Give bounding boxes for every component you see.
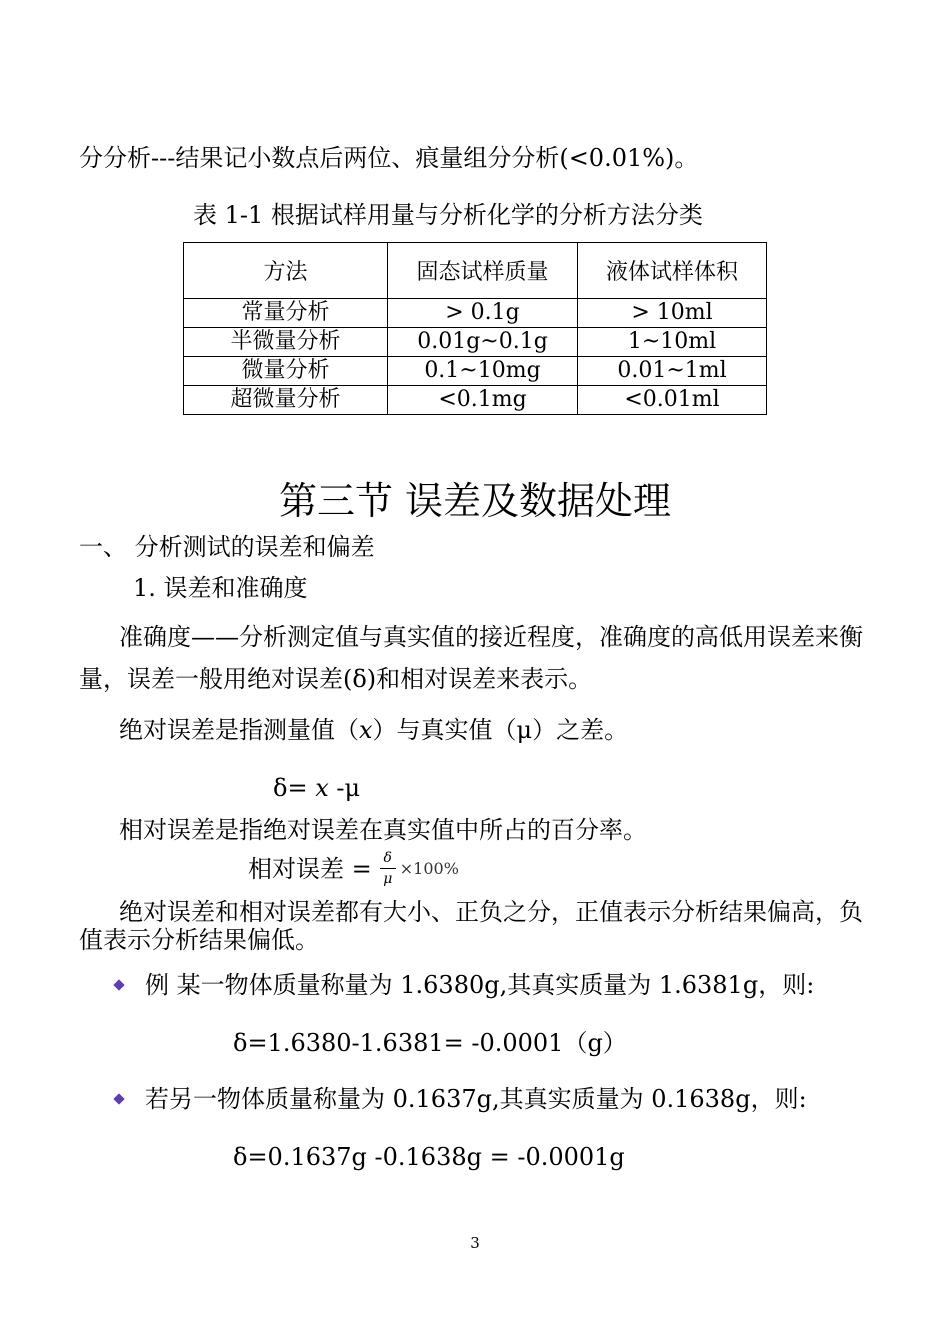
diamond-bullet-icon [113,1093,124,1104]
paragraph-absolute-error [119,715,628,745]
table-row [184,386,767,415]
table-caption: 表 1-1 根据试样用量与分析化学的分析方法分类 [193,201,703,229]
formula-multiplier: ×100% [399,858,459,878]
heading-errors-and-deviations: 一、 分析测试的误差和偏差 [79,533,375,561]
paragraph-relative-error: 相对误差是指绝对误差在真实值中所占的百分率。 [119,816,647,844]
table-cell: 0.1~10mg [388,357,578,386]
table-header-cell: 方法 [184,243,388,299]
table-cell: <0.01ml [578,386,767,415]
table-cell: 超微量分析 [184,386,388,415]
example-2-text: 若另一物体质量称量为 0.1637g,其真实质量为 0.1638g，则: [145,1085,807,1113]
table-header-row [184,243,767,299]
example-1-text: 例 某一物体质量称量为 1.6380g,其真实质量为 1.6381g，则: [145,971,815,999]
table-cell: 0.01~1ml [578,357,767,386]
table-row [184,299,767,328]
table-cell: 微量分析 [184,357,388,386]
formula-delta: δ= [273,774,316,802]
absolute-error-text-start: 绝对误差是指测量值（ [119,716,359,744]
table-cell: 半微量分析 [184,328,388,357]
paragraph-sign-of-error: 绝对误差和相对误差都有大小、正负之分，正值表示分析结果偏高，负值表示分析结果偏低。 [79,898,863,954]
table-row [184,328,767,357]
section-title: 第三节 误差及数据处理 [278,479,672,523]
table-cell: <0.1mg [388,386,578,415]
method-classification-table [183,242,767,415]
fraction-numerator: δ [383,850,392,866]
formula-relative-error [248,850,459,887]
paragraph-accuracy-definition: 准确度——分析测定值与真实值的接近程度，准确度的高低用误差来衡量，误差一般用绝对误差(δ)和相对误差来表示。 [79,623,863,693]
table-cell: 1~10ml [578,328,767,357]
table-header-cell: 液体试样体积 [578,243,767,299]
fraction-bar [380,868,396,869]
table-cell: > 0.1g [388,299,578,328]
table-cell: 常量分析 [184,299,388,328]
formula-relative-error-label: 相对误差 = [248,854,372,883]
formula-variable-x: x [315,774,329,802]
page-number: 3 [470,1234,480,1252]
sub-heading-error-accuracy: 1. 误差和准确度 [133,574,308,602]
formula-mu: -μ [328,774,361,802]
example-2-calculation: δ=0.1637g -0.1638g = -0.0001g [233,1143,625,1171]
intro-line: 分分析---结果记小数点后两位、痕量组分分析(<0.01%)。 [79,144,699,172]
formula-absolute-error [273,773,360,803]
fraction [380,850,396,887]
absolute-error-text-end: ）与真实值（μ）之差。 [372,716,629,744]
table-cell: 0.01g~0.1g [388,328,578,357]
fraction-denominator: μ [383,871,393,887]
diamond-bullet-icon [113,979,124,990]
table-row [184,357,767,386]
example-1-calculation: δ=1.6380-1.6381= -0.0001（g） [233,1029,627,1057]
table-header-cell: 固态试样质量 [388,243,578,299]
table-cell: > 10ml [578,299,767,328]
variable-x: x [359,716,373,744]
